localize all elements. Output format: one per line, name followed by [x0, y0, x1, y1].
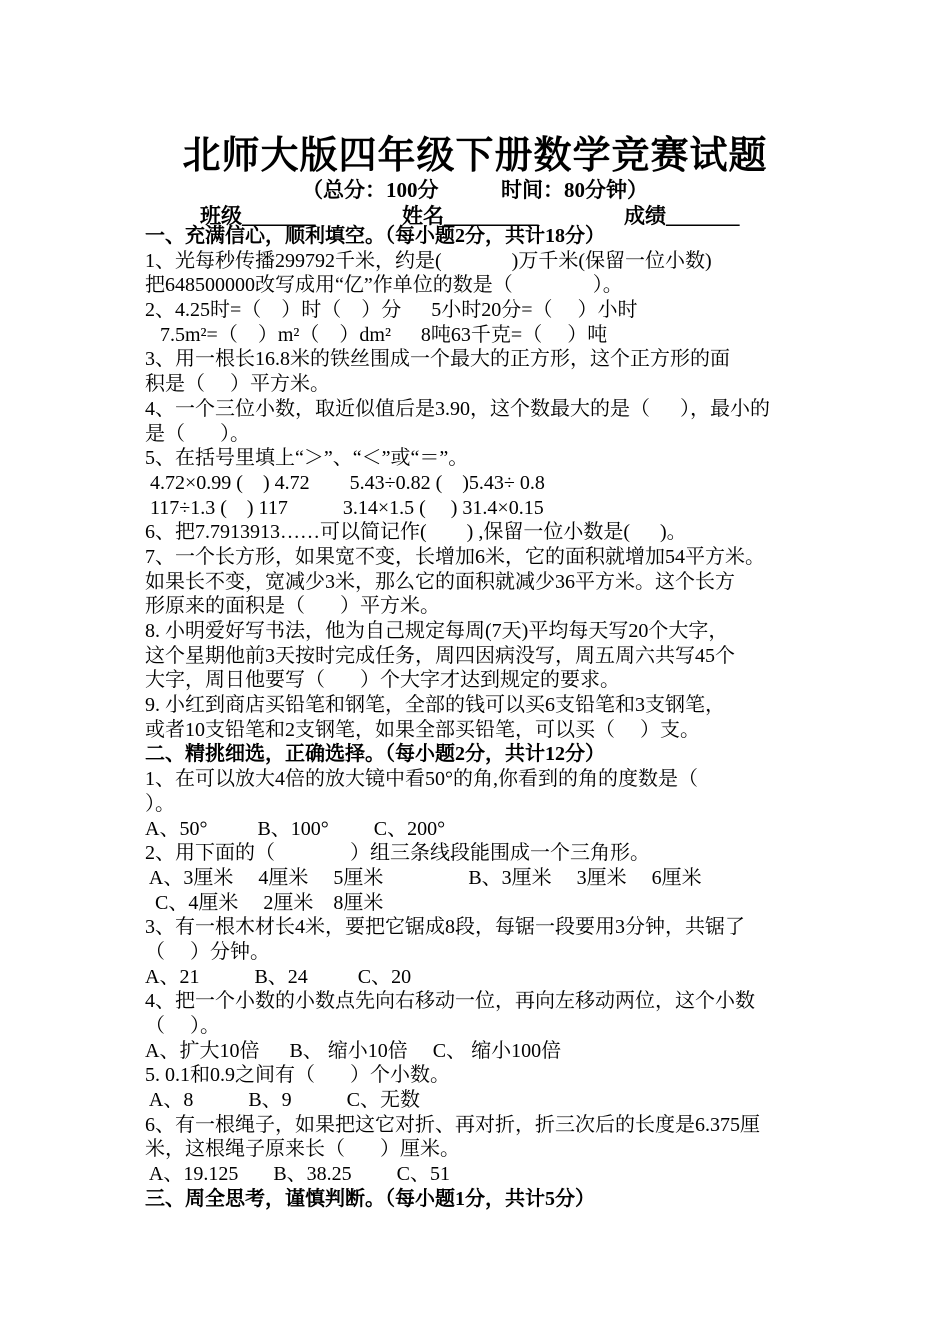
question-line: 这个星期他前3天按时完成任务，周四因病没写，周五周六共写45个 [145, 644, 735, 667]
section-heading: 二、精挑细选，正确选择。（每小题2分，共计12分） [145, 743, 605, 766]
name-field: 姓名_________ [402, 204, 539, 228]
question-line: 2、用下面的（ ）组三条线段能围成一个三角形。 [145, 842, 650, 865]
question-line: A、50° B、100° C、200° [145, 817, 446, 840]
question-line: 米，这根绳子原来长（ ）厘米。 [145, 1138, 460, 1161]
question-line: 大字，周日他要写（ ）个大字才达到规定的要求。 [145, 669, 620, 692]
question-line: 6、有一根绳子，如果把这它对折、再对折，折三次后的长度是6.375厘 [145, 1113, 760, 1136]
question-line: 8. 小明爱好写书法，他为自己规定每周(7天)平均每天写20个大字， [145, 620, 729, 642]
question-line: 积是（ ）平方米。 [145, 373, 330, 396]
student-info-row [0, 200, 950, 226]
question-line: 或者10支铅笔和2支钢笔，如果全部买铅笔，可以买（ ）支。 [145, 718, 700, 741]
question-line: A、19.125 B、38.25 C、51 [145, 1163, 451, 1186]
question-line: C、4厘米 2厘米 8厘米 [145, 891, 384, 914]
question-line: 3、用一根长16.8米的铁丝围成一个最大的正方形，这个正方形的面 [145, 348, 730, 371]
question-line: （ ）。 [145, 1015, 220, 1037]
question-line: 如果长不变，宽减少3米，那么它的面积就减少36平方米。这个长方 [145, 570, 735, 593]
page-title: 北师大版四年级下册数学竞赛试题 [182, 135, 768, 177]
question-line: 5. 0.1和0.9之间有（ ）个小数。 [145, 1064, 450, 1087]
question-line: 5、在括号里填上“＞”、“＜”或“＝”。 [145, 447, 469, 470]
question-line: 117÷1.3 ( ) 117 3.14×1.5 ( ) 31.4×0.15 [145, 496, 544, 519]
question-line: 是（ ）。 [145, 422, 250, 445]
question-line: 4.72×0.99 ( ) 4.72 5.43÷0.82 ( )5.43÷ 0.8 [145, 471, 545, 494]
exam-time: 时间：80分钟） [501, 178, 648, 202]
grade-field: 成绩_______ [624, 204, 740, 228]
question-line: ）。 [145, 792, 175, 815]
question-line: 1、在可以放大4倍的放大镜中看50°的角,你看到的角的度数是（ [145, 768, 698, 791]
question-line: 4、把一个小数的小数点先向右移动一位，再向左移动两位，这个小数 [145, 990, 755, 1013]
section-heading: 三、周全思考，谨慎判断。（每小题1分，共计5分） [145, 1187, 595, 1210]
question-line: 形原来的面积是（ ）平方米。 [145, 595, 440, 618]
question-line: 1、光每秒传播299792千米，约是( )万千米(保留一位小数) [145, 249, 712, 272]
question-line: A、扩大10倍 B、 缩小10倍 C、 缩小100倍 [145, 1039, 562, 1062]
question-line: 把648500000改写成用“亿”作单位的数是（ ）。 [145, 274, 623, 297]
class-field: 班级_______ [200, 204, 316, 228]
question-line: 7.5m²=（ ）m²（ ）dm² 8吨63千克=（ ）吨 [145, 323, 608, 346]
question-body [145, 224, 825, 1212]
question-line: 9. 小红到商店买铅笔和钢笔，全部的钱可以买6支铅笔和3支钢笔， [145, 694, 725, 717]
total-score: （总分：100分 [302, 178, 439, 202]
question-line: A、21 B、24 C、20 [145, 965, 412, 988]
question-line: 3、有一根木材长4米，要把它锯成8段，每锯一段要用3分钟，共锯了 [145, 916, 745, 939]
question-line: 6、把7.7913913……可以简记作( ) ,保留一位小数是( )。 [145, 521, 687, 544]
question-line: 7、一个长方形，如果宽不变，长增加6米，它的面积就增加54平方米。 [145, 545, 765, 568]
section-heading: 一、充满信心，顺利填空。（每小题2分，共计18分） [145, 225, 605, 247]
question-line: 4、一个三位小数，取近似值后是3.90，这个数最大的是（ ），最小的 [145, 397, 770, 420]
question-line: A、3厘米 4厘米 5厘米 B、3厘米 3厘米 6厘米 [145, 866, 702, 889]
question-line: 2、4.25时=（ ）时（ ）分 5小时20分=（ ）小时 [145, 299, 638, 322]
question-line: A、8 B、9 C、无数 [145, 1089, 421, 1112]
question-line: （ ）分钟。 [145, 940, 270, 963]
